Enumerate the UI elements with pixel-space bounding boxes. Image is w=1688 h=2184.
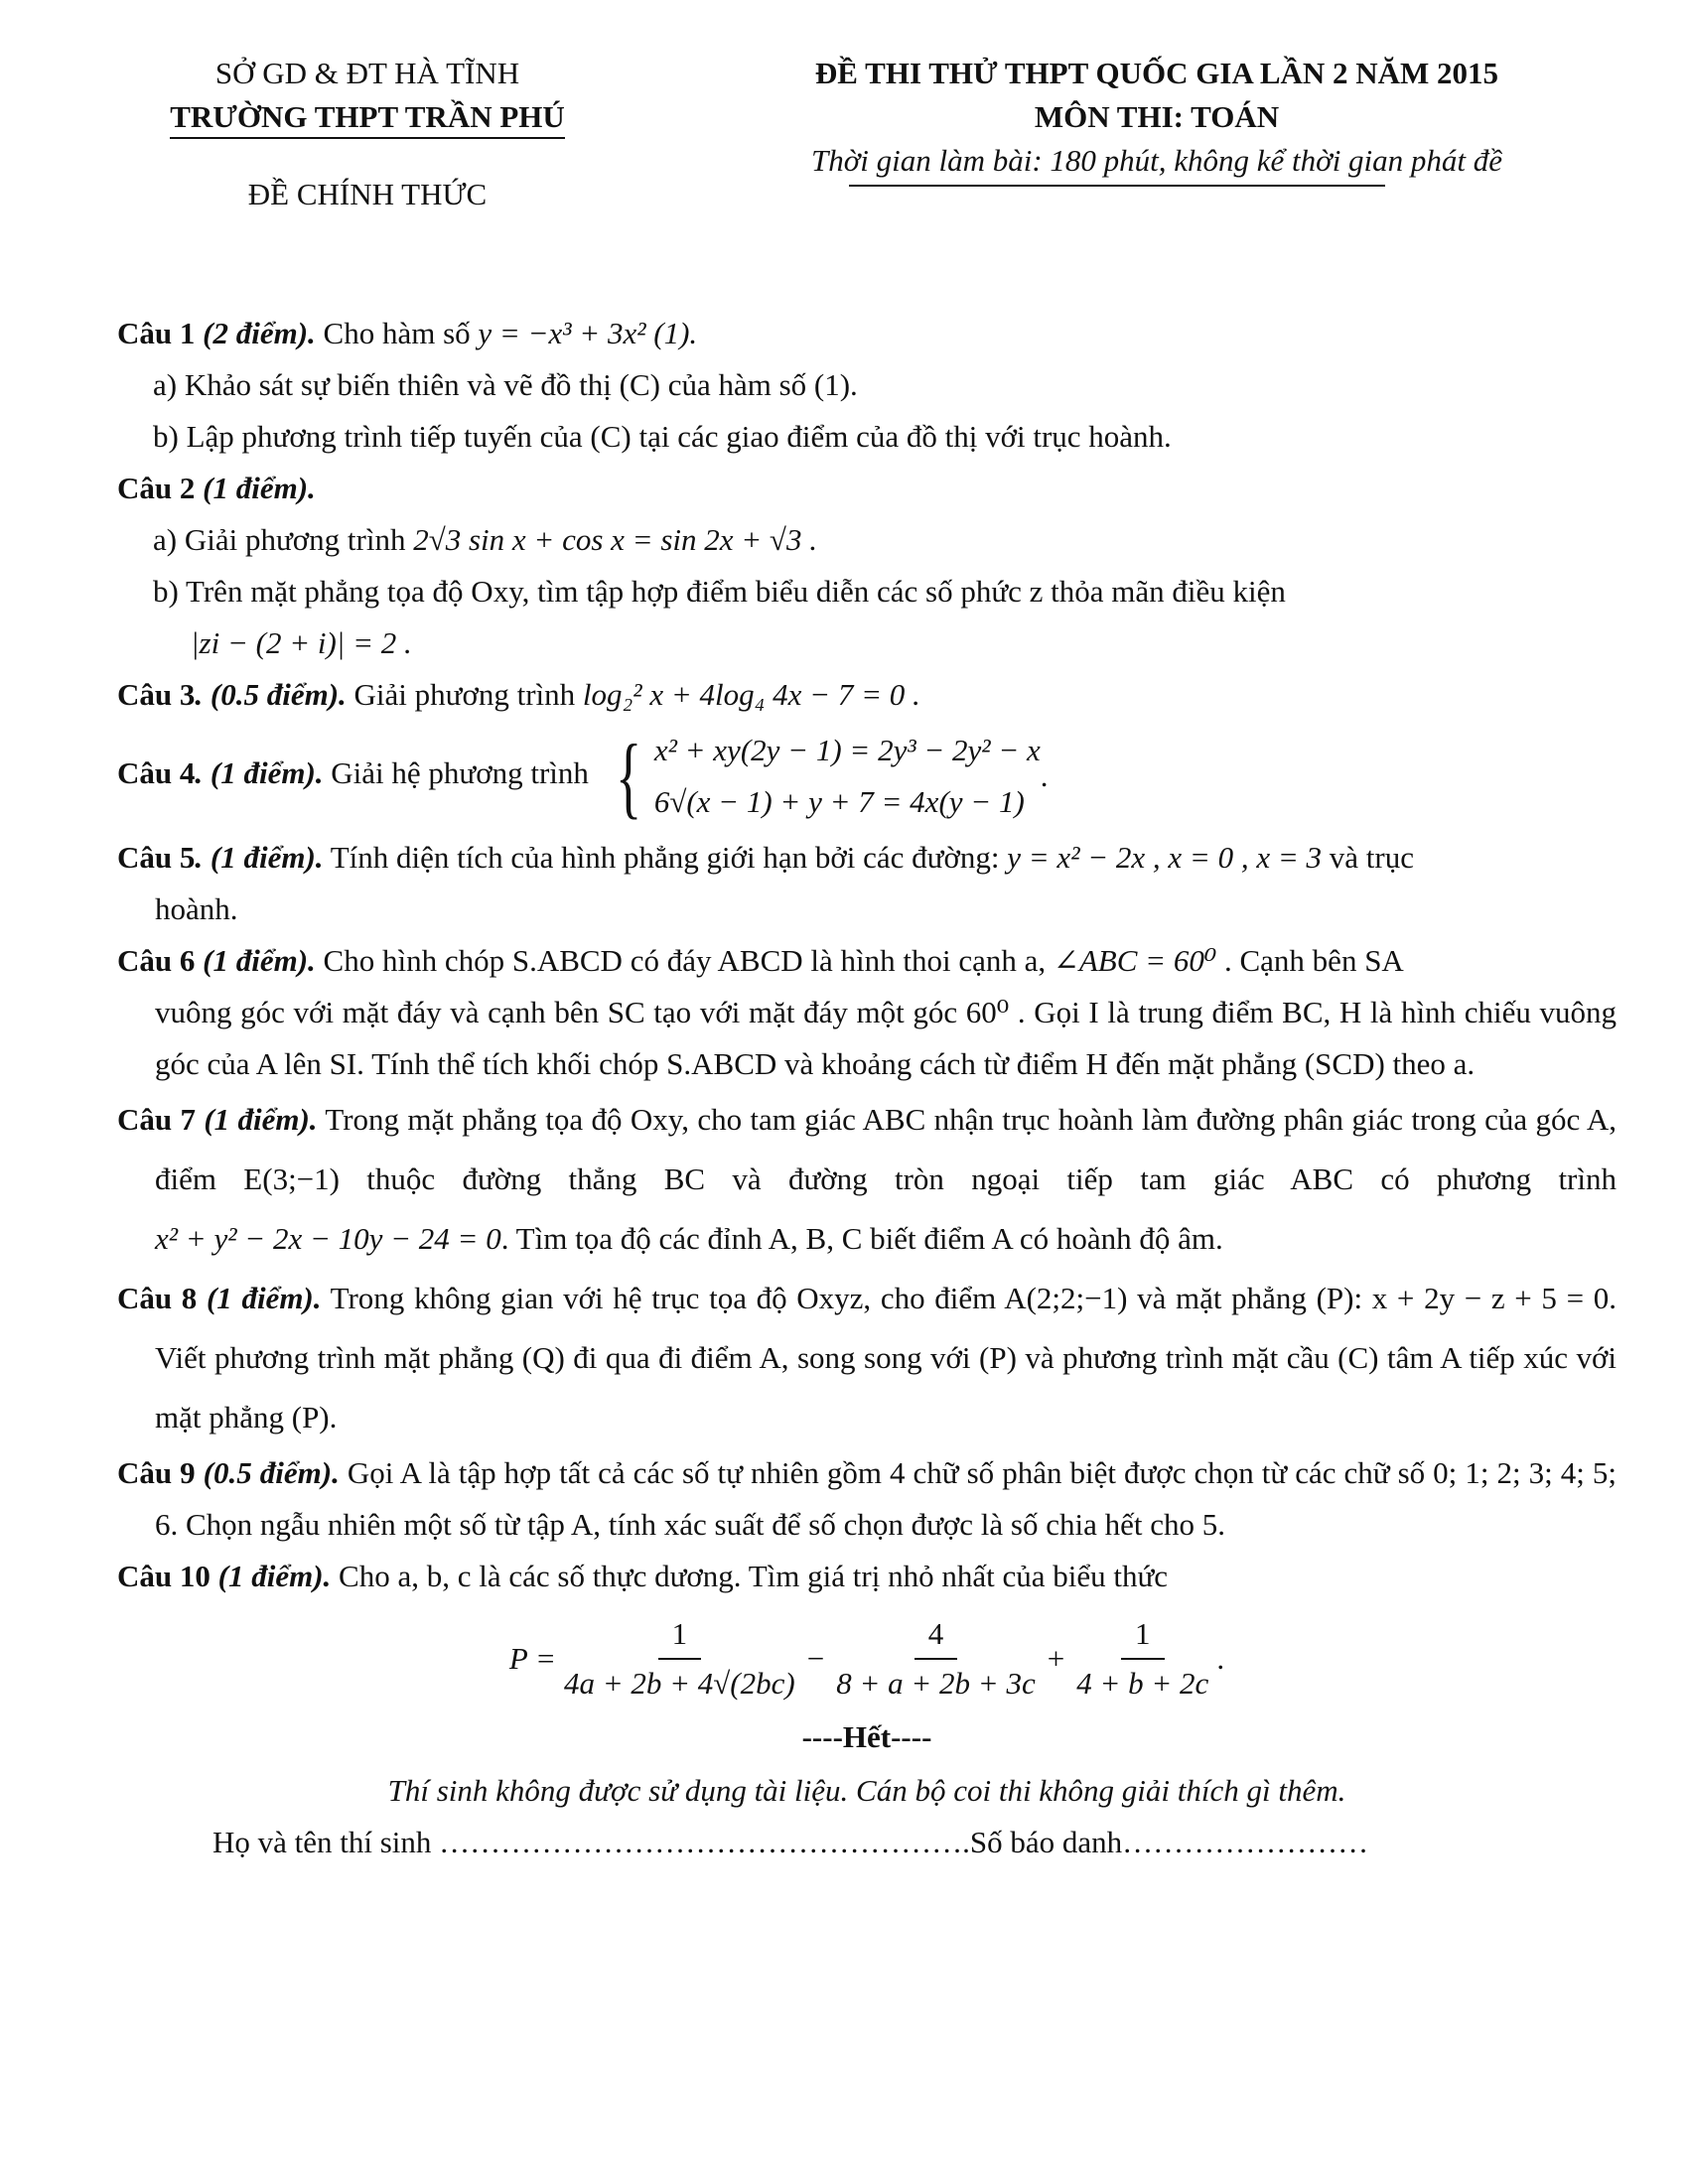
operator-minus: − <box>806 1641 825 1676</box>
question-points: (1 điểm). <box>197 1281 322 1315</box>
exam-time-note: Thời gian làm bài: 180 phút, không kể thời gian phát đề <box>810 143 1503 178</box>
question-points: . (0.5 điểm). <box>195 677 347 712</box>
question-text: b) Trên mặt phẳng tọa độ Oxy, tìm tập hợp điểm biểu diễn các số phức z thỏa mãn điều kiện <box>153 574 1286 609</box>
question-1-part-b: b) Lập phương trình tiếp tuyến của (C) tại các giao điểm của đồ thị với trục hoành. <box>153 419 1172 454</box>
question-math: ∠ABC = 60⁰ <box>1053 943 1217 978</box>
question-text-2: . Cạnh bên SA <box>1216 943 1404 978</box>
fraction-2 <box>836 1614 1036 1704</box>
question-text: a) Giải phương trình <box>153 522 414 557</box>
question-label: Câu 5 <box>117 840 196 875</box>
exam-subject: MÔN THI: TOÁN <box>1034 99 1280 134</box>
system-equation-2: 6√(x − 1) + y + 7 = 4x(y − 1) <box>653 784 1025 819</box>
formula-tail: . <box>1216 1641 1225 1676</box>
question-8 <box>117 1269 1617 1447</box>
question-5 <box>117 832 1617 935</box>
department-name: SỞ GD & ĐT HÀ TĨNH <box>214 56 520 90</box>
question-text: Giải phương trình <box>346 677 583 712</box>
question-continuation: vuông góc với mặt đáy và cạnh bên SC tạo với mặt đáy một góc 60⁰ . Gọi I là trung điểm BC, H là hình chiếu vuông góc của A lên SI. Tính thể tích khối chóp S.ABCD và khoảng cách từ điểm H đến mặt phẳng (SCD) theo a. <box>155 995 1617 1081</box>
system-equation-1: x² + xy(2y − 1) = 2y³ − 2y² − x <box>653 733 1041 767</box>
formula-lhs: P = <box>508 1641 556 1676</box>
fraction-1 <box>564 1614 795 1704</box>
official-label: ĐỀ CHÍNH THỨC <box>247 177 488 211</box>
left-brace-glyph: { <box>615 726 641 827</box>
question-points: (1 điểm). <box>210 1559 332 1593</box>
question-text: Trong không gian với hệ trục tọa độ Oxyz, cho điểm A(2;2;−1) và mặt phẳng (P): x + 2y − z + 5 = 0. Viết phương trình mặt phẳng (Q) đi qua đi điểm A, song song với (P) và phương trình mặt cầu (C) tâm A tiếp xúc với mặt phẳng (P). <box>155 1281 1617 1434</box>
candidate-info-line: Họ và tên thí sinh …………………………………………….Số báo danh…………………… <box>212 1825 1369 1859</box>
fraction-2-numerator: 4 <box>914 1614 958 1660</box>
question-text: Trong mặt phẳng tọa độ Oxy, cho tam giác ABC nhận trục hoành làm đường phân giác trong của góc A, điểm E(3;−1) thuộc đường thẳng BC và đường tròn ngoại tiếp tam giác ABC có phương trình <box>155 1102 1617 1196</box>
question-2 <box>117 463 1617 514</box>
question-label: Câu 8 <box>117 1281 198 1315</box>
end-marker: ----Hết---- <box>801 1719 932 1754</box>
question-7 <box>117 1090 1617 1269</box>
question-10 <box>117 1551 1617 1602</box>
question-text-2: . Tìm tọa độ các đỉnh A, B, C biết điểm A có hoành độ âm. <box>500 1221 1223 1256</box>
questions <box>117 308 1617 1868</box>
question-text: Cho hình chóp S.ABCD có đáy ABCD là hình thoi cạnh a, <box>315 943 1054 978</box>
exam-note: Thí sinh không được sử dụng tài liệu. Cán bộ coi thi không giải thích gì thêm. <box>387 1773 1346 1808</box>
system-tail: . <box>1040 758 1049 793</box>
fraction-1-numerator: 1 <box>658 1614 702 1660</box>
question-1 <box>117 308 1617 359</box>
exam-title: ĐỀ THI THỬ THPT QUỐC GIA LẦN 2 NĂM 2015 <box>814 56 1499 90</box>
question-text: Tính diện tích của hình phẳng giới hạn bởi các đường: <box>323 840 1008 875</box>
question-math: y = x² − 2x , x = 0 , x = 3 <box>1007 840 1323 875</box>
question-label: Câu 4 <box>117 755 196 791</box>
fraction-1-denominator: 4a + 2b + 4√(2bc) <box>563 1666 795 1701</box>
fraction-3 <box>1076 1614 1208 1704</box>
question-label: Câu 9 <box>117 1455 196 1490</box>
question-text: Cho a, b, c là các số thực dương. Tìm giá trị nhỏ nhất của biểu thức <box>331 1559 1169 1593</box>
question-2-part-b <box>117 566 1617 669</box>
question-math: |zi − (2 + i)| = 2 . <box>191 625 412 660</box>
question-math: 2√3 sin x + cos x = sin 2x + √3 . <box>413 522 817 557</box>
question-label: Câu 7 <box>117 1102 196 1137</box>
question-label: Câu 3 <box>117 677 196 712</box>
school-name: TRƯỜNG THPT TRẦN PHÚ <box>170 97 565 139</box>
question-continuation: hoành. <box>155 891 238 926</box>
question-label: Câu 10 <box>117 1559 211 1593</box>
question-math: log₂² x + 4log₄ 4x − 7 = 0 . <box>582 677 920 712</box>
header-left <box>109 52 626 216</box>
question-label: Câu 6 <box>117 943 196 978</box>
question-points: (1 điểm). <box>195 943 316 978</box>
question-points: . (1 điểm). <box>195 755 324 791</box>
fraction-2-denominator: 8 + a + 2b + 3c <box>836 1666 1036 1701</box>
operator-plus: + <box>1047 1641 1065 1676</box>
question-points: (0.5 điểm). <box>195 1455 340 1490</box>
question-label: Câu 1 <box>117 316 196 350</box>
header-underline <box>849 185 1385 187</box>
question-2-part-a <box>117 514 1617 566</box>
expression-p <box>117 1614 1617 1704</box>
question-9 <box>117 1447 1617 1551</box>
question-6 <box>117 935 1617 1090</box>
question-text-2: và trục <box>1322 840 1414 875</box>
question-points: (1 điểm). <box>195 1102 318 1137</box>
question-label: Câu 2 <box>117 471 196 505</box>
fraction-3-denominator: 4 + b + 2c <box>1076 1666 1209 1701</box>
question-math: x² + y² − 2x − 10y − 24 = 0 <box>155 1221 501 1256</box>
fraction-3-numerator: 1 <box>1121 1614 1165 1660</box>
question-math: y = −x³ + 3x² (1). <box>478 316 698 350</box>
question-text: Cho hàm số <box>315 316 479 350</box>
question-1-part-a: a) Khảo sát sự biến thiên và vẽ đồ thị (C) của hàm số (1). <box>153 367 858 402</box>
question-3 <box>117 669 1617 721</box>
question-points: (2 điểm). <box>195 316 316 350</box>
question-points: . (1 điểm). <box>195 840 324 875</box>
question-text: Gọi A là tập hợp tất cả các số tự nhiên gồm 4 chữ số phân biệt được chọn từ các chữ số 0; 1; 2; 3; 4; 5; 6. Chọn ngẫu nhiên một số từ tập A, tính xác suất để số chọn được là số chia hết cho 5. <box>155 1455 1617 1542</box>
header-right <box>730 52 1584 187</box>
question-points: (1 điểm). <box>195 471 316 505</box>
question-text: Giải hệ phương trình <box>323 755 597 791</box>
equation-system <box>607 725 1049 828</box>
question-4 <box>117 725 1617 828</box>
